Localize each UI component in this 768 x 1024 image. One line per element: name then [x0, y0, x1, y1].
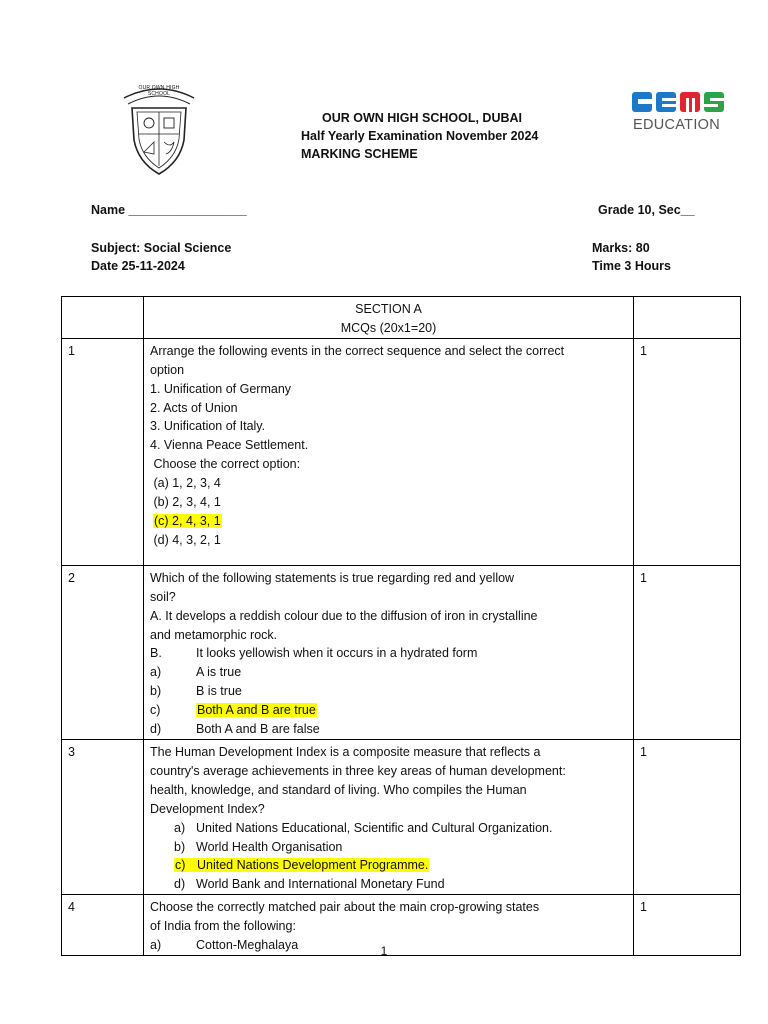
- correct-answer-highlight: Both A and B are true: [197, 703, 316, 718]
- document-title: MARKING SCHEME: [301, 147, 418, 161]
- school-name: OUR OWN HIGH SCHOOL, DUBAI: [322, 111, 522, 125]
- crest-arc-text: OUR OWN HIGH SCHOOL: [138, 85, 180, 97]
- question-row-3: [62, 739, 741, 894]
- section-header-row: [62, 297, 741, 339]
- school-crest-logo: [120, 82, 198, 178]
- exam-title: Half Yearly Examination November 2024: [301, 129, 539, 143]
- question-number: 2: [62, 565, 144, 739]
- question-marks: 1: [634, 338, 741, 565]
- question-marks: 1: [634, 739, 741, 894]
- question-number: 3: [62, 739, 144, 894]
- gems-education-text: EDUCATION: [633, 117, 721, 133]
- correct-answer-highlight: c) United Nations Development Programme.: [175, 858, 429, 873]
- gems-wordmark-icon: [632, 90, 724, 114]
- question-table: [61, 296, 741, 956]
- subject-field: Subject: Social Science: [91, 241, 232, 255]
- grade-field: Grade 10, Sec__: [598, 203, 695, 217]
- section-title: SECTION A: [355, 302, 422, 316]
- question-marks: 1: [634, 895, 741, 956]
- question-row-1: [62, 338, 741, 565]
- marks-field: Marks: 80: [592, 241, 650, 255]
- question-marks: 1: [634, 565, 741, 739]
- question-text: Choose the correctly matched pair about the main crop-growing states of India from the following: a) Cotton-Meghalaya: [144, 895, 634, 956]
- section-subtitle: MCQs (20x1=20): [340, 320, 437, 335]
- page-number: 1: [380, 944, 388, 958]
- correct-answer-highlight: (c) 2, 4, 3, 1: [154, 513, 221, 528]
- question-text: Which of the following statements is true regarding red and yellow soil? A. It develops a reddish colour due to the diffusion of iron in crystalline and metamorphic rock. B. It looks yellowish when it occurs in a hydrated form a) A is true b) B is true c) Both A and B are true d) Both A and B are false: [144, 565, 634, 739]
- date-field: Date 25-11-2024: [91, 259, 185, 273]
- question-text: Arrange the following events in the correct sequence and select the correct option 1. Unification of Germany 2. Acts of Union 3. Unification of Italy. 4. Vienna Peace Settlement. Choose the correct option: (a) 1, 2, 3, 4 (b) 2, 3, 4, 1 (c) 2, 4, 3, 1 (d) 4, 3, 2, 1: [144, 338, 634, 565]
- name-field: Name _________________: [91, 203, 247, 217]
- gems-education-logo: [632, 90, 732, 136]
- question-text: The Human Development Index is a composite measure that reflects a country's average achievements in three key areas of human development: health, knowledge, and standard of living. Who compiles the Human Development Index? a) United Nations Educational, Scientific and Cultural Organization. b) World Health Organisation c) United Nations Development Programme. d) World Bank and International Monetary Fund: [144, 739, 634, 894]
- question-row-2: [62, 565, 741, 739]
- question-number: 1: [62, 338, 144, 565]
- time-field: Time 3 Hours: [592, 259, 671, 273]
- question-number: 4: [62, 895, 144, 956]
